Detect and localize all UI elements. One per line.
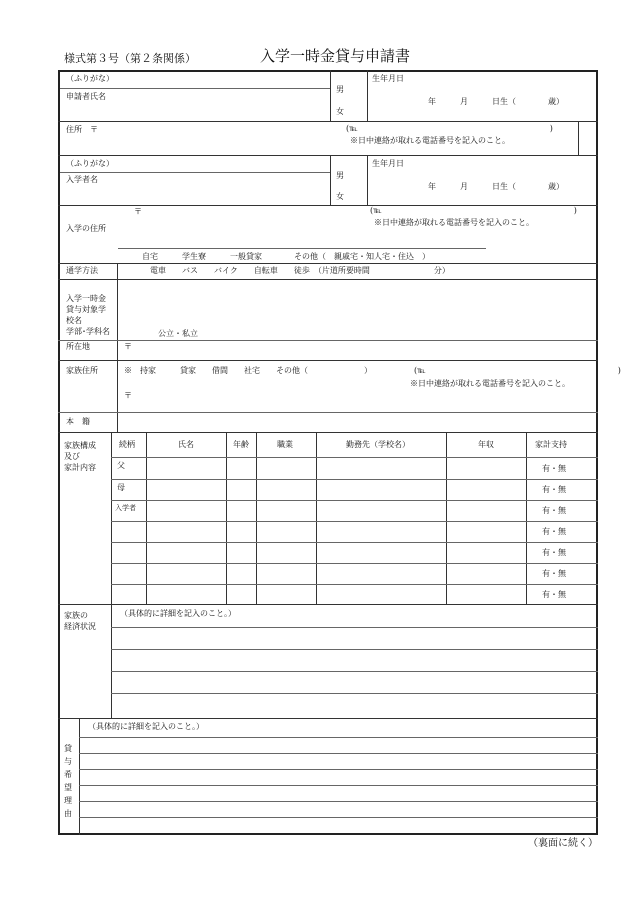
vline [367,70,368,121]
support-yes-no[interactable]: 有・無 [542,548,566,557]
student-residence-options[interactable]: 自宅 学生寮 一般貸家 その他（ 親戚宅・知人宅・住込 ） [142,252,430,261]
table-row-line [111,479,598,480]
student-name-label: 入学者名 [66,175,98,184]
row-divider [58,279,598,280]
writing-line [111,693,598,694]
table-row-line [111,500,598,501]
continued-note: （裏面に続く） [528,838,598,849]
row-divider [58,155,598,156]
vline [117,360,118,432]
relation-father: 父 [117,461,125,470]
table-row-line [111,542,598,543]
col-age: 年齢 [233,440,249,449]
school-type[interactable]: 公立・私立 [158,329,198,338]
table-row-line [111,521,598,522]
col-relation: 続柄 [119,440,135,449]
col-workplace: 勤務先（学校名） [346,440,410,449]
family-tel-note: ※日中連絡が取れる電話番号を記入のこと。 [410,379,570,388]
table-row-line [111,563,598,564]
family-address-label: 家族住所 [66,366,98,375]
vline [367,155,368,205]
col-support: 家計支持 [535,440,567,449]
vline [578,121,579,155]
form-title: 入学一時金貸与申請書 [260,47,411,65]
reason-note: （具体的に詳細を記入のこと。） [88,722,204,731]
writing-line [79,753,598,754]
vline [117,263,118,279]
vline [111,604,112,718]
applicant-name-label: 申請者氏名 [66,92,106,101]
school-label: 入学一時金 貸与対象学 校名 学部･学科名 [66,294,110,336]
col-income: 年収 [478,440,494,449]
row-divider [58,121,598,122]
table-row-line [111,584,598,585]
support-yes-no[interactable]: 有・無 [542,464,566,473]
writing-line [79,801,598,802]
vline [117,279,118,360]
vline [330,155,331,205]
row-divider [58,432,598,433]
writing-line [111,649,598,650]
relation-mother: 母 [117,483,125,492]
school-location-label: 所在地 [66,342,90,351]
applicant-tel-note: ※日中連絡が取れる電話番号を記入のこと。 [350,136,510,145]
student-postal-mark: 〒 [134,207,142,216]
applicant-birth-date[interactable]: 年 月 日生（ 歳） [428,97,564,106]
row-divider [58,412,598,413]
applicant-furigana-label: （ふりがな） [66,74,114,83]
writing-line [79,769,598,770]
support-yes-no[interactable]: 有・無 [542,485,566,494]
form-number: 様式第３号（第２条関係） [64,52,196,65]
row-divider [58,604,598,605]
table-row-line [111,457,598,458]
col-name: 氏名 [178,440,194,449]
economy-label: 家族の 経済状況 [64,611,96,631]
student-birth-date[interactable]: 年 月 日生（ 歳） [428,182,564,191]
col-occupation: 職業 [277,440,293,449]
reason-label: 貸 与 希 望 理 由 [64,744,72,818]
commute-label: 通学方法 [66,266,98,275]
student-female[interactable]: 女 [336,192,344,201]
applicant-female[interactable]: 女 [336,107,344,116]
family-housing-options[interactable]: ※ 持家 貸家 借間 社宅 その他（ ） [124,366,372,375]
writing-line [79,737,598,738]
applicant-address-label: 住所 〒 [66,125,98,134]
support-yes-no[interactable]: 有・無 [542,506,566,515]
address-divider [118,248,486,249]
student-male[interactable]: 男 [336,171,344,180]
furigana-divider [60,88,330,89]
student-tel[interactable]: (℡ ) [370,206,577,215]
applicant-birth-label: 生年月日 [372,74,404,83]
student-tel-note: ※日中連絡が取れる電話番号を記入のこと。 [374,218,534,227]
economy-note: （具体的に詳細を記入のこと。） [120,609,236,618]
row-divider [58,340,598,341]
support-yes-no[interactable]: 有・無 [542,527,566,536]
writing-line [79,785,598,786]
family-postal-mark: 〒 [124,391,132,400]
vline [330,70,331,121]
family-composition-label: 家族構成 及び 家計内容 [64,441,96,472]
writing-line [111,671,598,672]
family-tel[interactable]: (℡ ) [414,366,621,375]
support-yes-no[interactable]: 有・無 [542,569,566,578]
student-birth-label: 生年月日 [372,159,404,168]
domicile-label: 本 籍 [66,417,90,426]
row-divider [58,263,598,264]
row-divider [58,718,598,719]
furigana-divider [60,172,330,173]
school-postal-mark: 〒 [124,342,132,351]
commute-options[interactable]: 電車 バス バイク 自転車 徒歩 （片道所要時間 分） [150,266,450,275]
writing-line [79,817,598,818]
student-address-label: 入学の住所 [66,224,106,233]
applicant-tel[interactable]: (℡ ) [346,124,553,133]
support-yes-no[interactable]: 有・無 [542,590,566,599]
writing-line [111,627,598,628]
row-divider [58,360,598,361]
applicant-male[interactable]: 男 [336,85,344,94]
relation-student: 入学者 [115,504,136,512]
student-furigana-label: （ふりがな） [66,159,114,168]
